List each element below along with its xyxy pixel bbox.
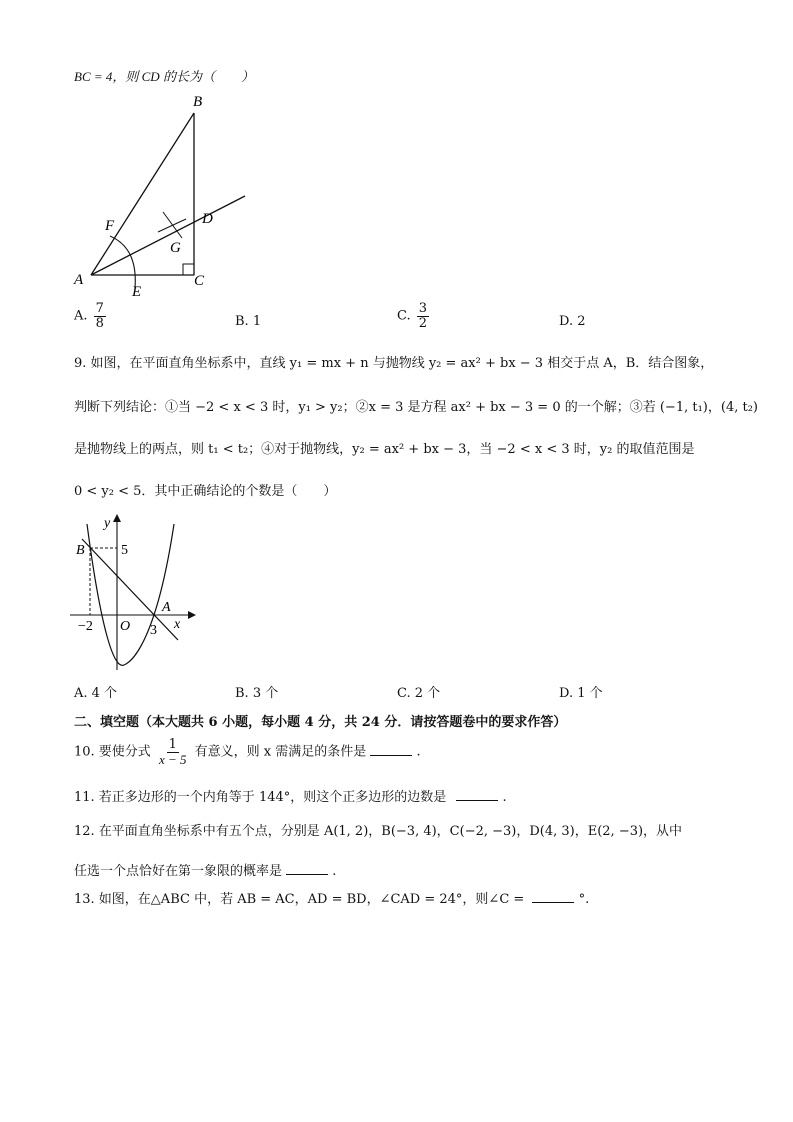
q13-end: °. [578,892,590,907]
q8-option-d: D. 2 [559,314,586,329]
line-ad [91,196,245,275]
label-point-b: B [76,543,85,558]
arc-g-2 [158,219,186,232]
q9-graph-figure [66,510,196,672]
q10 [74,738,421,766]
label-a: A [74,272,84,288]
option-c-numerator: 3 [418,301,428,316]
label-three: 3 [150,623,157,638]
q13-answer-blank[interactable] [532,890,574,903]
label-x: x [174,617,181,632]
q9-option-a: A. 4 个 [74,686,118,701]
option-a-numerator: 7 [95,301,104,316]
option-a-fraction [94,302,106,330]
label-d: D [202,211,213,227]
label-f: F [105,218,115,234]
label-origin: O [120,619,131,634]
label-c: C [194,273,205,289]
label-b: B [193,94,203,110]
q9-line-3: 是抛物线上的两点，则 t₁ < t₂；④对于抛物线，y₂ = ax² + bx − 3，当 −2 < x < 3 时，y₂ 的取值范围是 [74,442,695,457]
q12-line-1: 12. 在平面直角坐标系中有五个点，分别是 A(1, 2)，B(−3, 4)，C(−2, −3)，D(4, 3)，E(2, −3)，从中 [74,824,683,839]
q8-stem-tail: BC = 4，则 CD 的长为（ ） [74,69,254,84]
q12-answer-blank[interactable] [286,862,328,875]
label-five: 5 [121,543,128,558]
right-angle-mark [183,264,194,275]
y-axis-arrow-icon [113,514,121,522]
label-y: y [104,516,111,531]
q10-prefix: 10. 要使分式 [74,744,151,760]
option-c-label: C. [397,308,411,324]
option-c-denominator: 2 [418,315,428,331]
q13-text: 13. 如图，在△ABC 中，若 AB = AC，AD = BD，∠CAD = 24°，则∠C = [74,892,525,907]
q11 [74,786,507,805]
q9-line-1: 9. 如图，在平面直角坐标系中，直线 y₁ = mx + n 与抛物线 y₂ = ax² + bx − 3 相交于点 A，B．结合图象， [74,356,714,371]
q9-option-b: B. 3 个 [235,686,279,701]
q12-line-2-text: 任选一个点恰好在第一象限的概率是 [74,864,283,879]
q10-fraction [157,738,189,766]
arc-ef [110,236,135,288]
q12-line-2 [74,860,336,879]
q9-option-c: C. 2 个 [397,686,441,701]
q9-option-d: D. 1 个 [559,686,603,701]
option-a-denominator: 8 [95,315,104,331]
q10-answer-blank[interactable] [370,743,412,756]
label-g: G [170,240,181,256]
q8-option-a [74,302,108,330]
q9-line-2: 判断下列结论：①当 −2 < x < 3 时，y₁ > y₂；②x = 3 是方程 ax² + bx − 3 = 0 的一个解；③若 (−1, t₁)，(4, t₂) [74,400,758,415]
q11-text: 11. 若正多边形的一个内角等于 144°，则这个正多边形的边数是 [74,790,447,805]
option-a-label: A. [74,308,88,324]
q8-triangle-figure [60,88,260,298]
parabola-y2 [87,524,174,665]
option-c-fraction [417,302,429,330]
q8-option-c [397,302,431,330]
q10-numerator: 1 [168,737,177,752]
q13 [74,888,589,907]
label-point-a: A [162,600,171,615]
x-axis-arrow-icon [188,611,196,619]
q10-period: . [416,744,421,760]
q12-period: . [332,864,337,879]
label-e: E [132,284,142,298]
q11-answer-blank[interactable] [456,788,498,801]
q9-line-4: 0 < y₂ < 5．其中正确结论的个数是（ ） [74,484,337,499]
q8-option-b: B. 1 [235,314,262,329]
q11-period: . [502,790,507,805]
q10-suffix: 有意义，则 x 需满足的条件是 [194,744,367,760]
label-neg-two: −2 [78,619,93,634]
section-2-title: 二、填空题（本大题共 6 小题，每小题 4 分，共 24 分．请按答题卷中的要求作答） [74,715,567,730]
q10-denominator: x − 5 [158,751,187,767]
